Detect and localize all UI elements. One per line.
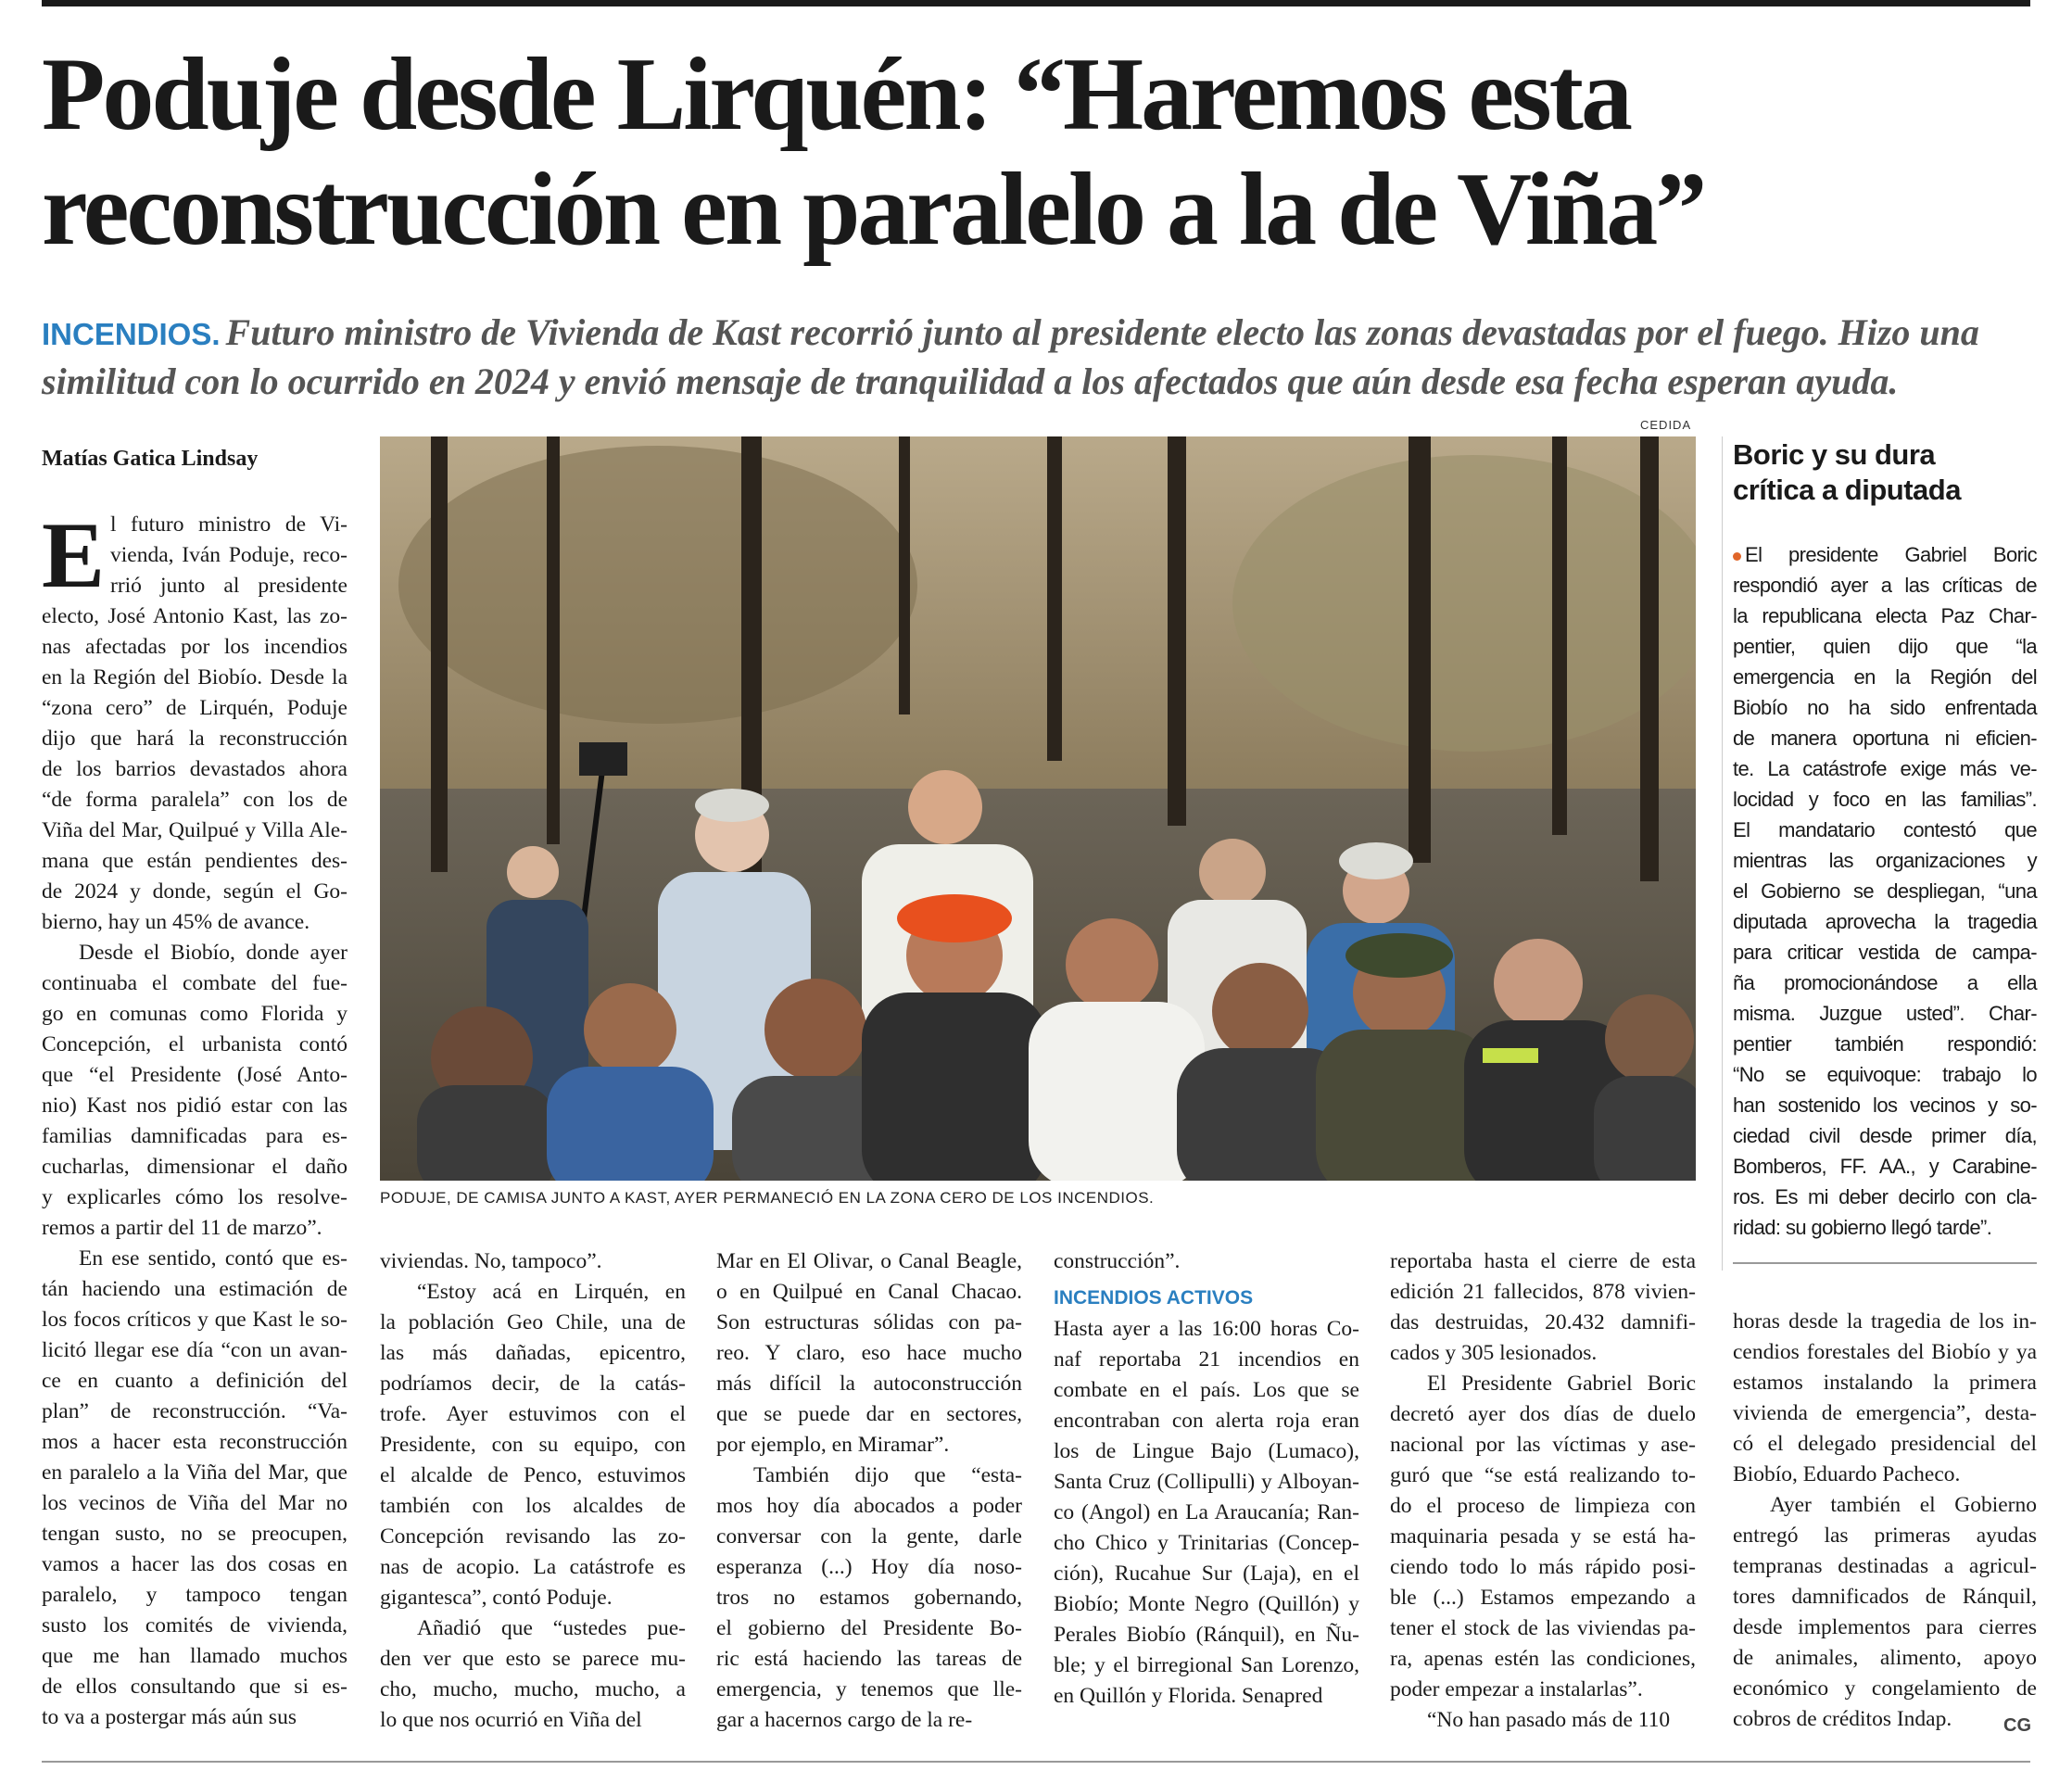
text-line: en paralelo a la Viña del Mar, que (42, 1461, 347, 1485)
text-line: tener el stock de las viviendas pa- (1390, 1616, 1696, 1640)
text-line: ra, apenas estén las condiciones, (1390, 1647, 1696, 1671)
text-line: en Quillón y Florida. Senapred (1054, 1684, 1323, 1708)
text-line: das destruidas, 20.432 damnifi- (1390, 1310, 1696, 1334)
sidebar-line: respondió ayer a las críticas de (1733, 574, 2037, 597)
text-line: cucharlas, dimensionar el daño (42, 1155, 347, 1179)
text-line: nas afectadas por los incendios (42, 635, 347, 659)
sidebar-title-line-2: crítica a diputada (1733, 474, 1961, 506)
text-line: go en comunas como Florida y (42, 1002, 347, 1026)
text-line: ción), Rucahue Sur (Laja), en el (1054, 1562, 1359, 1586)
text-line: que “el Presidente (José Anto- (42, 1063, 347, 1087)
text-line: susto los comités de vivienda, (42, 1613, 347, 1638)
text-line: “Estoy acá en Lirquén, en (417, 1280, 686, 1304)
text-line: podríamos decir, de la catás- (380, 1372, 686, 1396)
text-line: Mar en El Olivar, o Canal Beagle, (716, 1249, 1022, 1273)
text-line: encontraban con alerta roja eran (1054, 1409, 1359, 1433)
sidebar-line: locidad y foco en las familias”. (1733, 788, 2037, 811)
text-line: en la Región del Biobío. Desde la (42, 665, 347, 689)
sidebar-line: la republicana electa Paz Char- (1733, 604, 2037, 627)
text-line: vienda, Iván Poduje, reco- (110, 543, 347, 567)
article-column-4 (1054, 1246, 1359, 1712)
text-line: más difícil la autoconstrucción (716, 1372, 1022, 1396)
text-line: reportaba hasta el cierre de esta (1390, 1249, 1696, 1273)
text-line: maquinaria pesada y se está ha- (1390, 1524, 1696, 1549)
article-column-5 (1390, 1246, 1696, 1736)
text-line: Desde el Biobío, donde ayer (79, 941, 347, 965)
text-line: nas de acopio. La catástrofe es (380, 1555, 686, 1579)
text-line: “de forma paralela” con los de (42, 788, 347, 812)
text-line: los focos críticos y que Kast le so- (42, 1308, 347, 1332)
text-line: electo, José Antonio Kast, las zo- (42, 604, 347, 628)
text-line: ce en cuanto a definición del (42, 1369, 347, 1393)
text-line: cho Chico y Trinitarias (Concep- (1054, 1531, 1359, 1555)
text-line: viviendas. No, tampoco”. (380, 1249, 602, 1273)
text-line: “No han pasado más de 110 (1427, 1708, 1671, 1732)
text-line: Presidente, con su equipo, con (380, 1433, 686, 1457)
text-line: Santa Cruz (Collipulli) y Alboyan- (1054, 1470, 1359, 1494)
lead-line-2: similitud con lo ocurrido en 2024 y envió mensaje de tranquilidad a los afectados que aún desde esa fecha esperan ayuda. (42, 360, 1899, 402)
sidebar-line: te. La catástrofe exige más ve- (1733, 757, 2037, 780)
text-line: continuaba el combate del fue- (42, 971, 347, 995)
sidebar-line: El mandatario contestó que (1733, 818, 2037, 841)
text-line: horas desde la tragedia de los in- (1733, 1309, 2037, 1334)
text-line: l futuro ministro de Vi- (110, 512, 347, 537)
text-line: mana que están pendientes des- (42, 849, 347, 873)
sidebar-line: diputada aprovecha la tragedia (1733, 910, 2037, 933)
text-line: co (Angol) en La Araucanía; Ran- (1054, 1500, 1359, 1524)
text-line: El Presidente Gabriel Boric (1427, 1372, 1696, 1396)
text-line: combate en el país. Los que se (1054, 1378, 1359, 1402)
text-line: que me han llamado muchos (42, 1644, 347, 1668)
text-line: mos hoy día abocados a poder (716, 1494, 1022, 1518)
end-mark: CG (2003, 1715, 2031, 1736)
text-line: lo que nos ocurrió en Viña del (380, 1708, 642, 1732)
text-line: vamos a hacer las dos cosas en (42, 1552, 347, 1576)
text-line: cendios forestales del Biobío y ya (1733, 1340, 2037, 1364)
sidebar-body (1733, 539, 2037, 1243)
text-line: Biobío; Monte Negro (Quillón) y (1054, 1592, 1359, 1616)
sidebar-divider (1722, 436, 1723, 1271)
text-line: to va a postergar más aún sus (42, 1705, 297, 1729)
text-line: Añadió que “ustedes pue- (417, 1616, 686, 1640)
sidebar-line: emergencia en la Región del (1733, 665, 2037, 689)
lead-line-1: Futuro ministro de Vivienda de Kast recorrió junto al presidente electo las zonas devastadas por el fuego. Hizo una (225, 311, 1979, 353)
text-line: paralelo, y tampoco tengan (42, 1583, 347, 1607)
text-line: las más dañadas, epicentro, (380, 1341, 686, 1365)
text-line: Biobío, Eduardo Pacheco. (1733, 1462, 1961, 1486)
sidebar-line: misma. Juzgue usted”. Char- (1733, 1002, 2037, 1025)
text-line: por ejemplo, en Miramar”. (716, 1433, 950, 1457)
text-line: Perales Biobío (Ránquil), en Ñu- (1054, 1623, 1359, 1647)
text-line: tempranas destinadas a agricul- (1733, 1554, 2037, 1578)
sidebar-line (1733, 539, 2037, 570)
text-line: nacional por las víctimas y ase- (1390, 1433, 1696, 1457)
sidebar-line: de manera oportuna ni eficien- (1733, 727, 2037, 750)
text-line: “zona cero” de Lirquén, Poduje (42, 696, 347, 720)
article-column-2 (380, 1246, 686, 1736)
text-line: emergencia, y tenemos que lle- (716, 1677, 1022, 1701)
text-line: guró que “se está realizando to- (1390, 1463, 1696, 1487)
sidebar-line: mientras las organizaciones y (1733, 849, 2037, 872)
drop-cap: E (42, 503, 106, 608)
sidebar-line: ña promocionándose a ella (1733, 971, 2037, 994)
text-line: den ver que esto se parece mu- (380, 1647, 686, 1671)
text-line: gar a hacernos cargo de la re- (716, 1708, 973, 1732)
text-line: ble; y el birregional San Lorenzo, (1054, 1653, 1359, 1677)
text-line: decretó ayer dos días de duelo (1390, 1402, 1696, 1426)
text-line: de los barrios devastados ahora (42, 757, 347, 781)
text-line: rrió junto al presidente (110, 574, 347, 598)
text-line: Ayer también el Gobierno (1770, 1493, 2037, 1517)
sidebar-line: han sostenido los vecinos y so- (1733, 1094, 2037, 1117)
headline-line-2: reconstrucción en paralelo a la de Viña” (42, 152, 1705, 267)
text-line: económico y congelamiento de (1733, 1676, 2037, 1701)
text-line: de animales, alimento, apoyo (1733, 1646, 2037, 1670)
text-line: En ese sentido, contó que es- (79, 1246, 347, 1271)
article-column-6 (1733, 1307, 2037, 1735)
text-line: y explicarles cómo los resolve- (42, 1185, 347, 1209)
text-line: tros no estamos gobernando, (716, 1586, 1022, 1610)
text-line: tán haciendo una estimación de (42, 1277, 347, 1301)
text-line: licitó llegar ese día “con un avan- (42, 1338, 347, 1362)
text-line: esperanza (...) Hoy día noso- (716, 1555, 1022, 1579)
text-line: entregó las primeras ayudas (1733, 1524, 2037, 1548)
text-line: trofe. Ayer estuvimos con el (380, 1402, 686, 1426)
text-line: tores damnificados de Ránquil, (1733, 1585, 2037, 1609)
sidebar-line: pentier, quien dijo que “la (1733, 635, 2037, 658)
sidebar-line: para criticar vestida de campa- (1733, 941, 2037, 964)
text-line: conversar con la gente, darle (716, 1524, 1022, 1549)
bottom-rule (42, 1761, 2030, 1763)
text-line: tengan susto, no se preocupen, (42, 1522, 347, 1546)
text-line: vivienda de emergencia”, desta- (1733, 1401, 2037, 1425)
top-rule (42, 0, 2030, 6)
text-line: bierno, hay un 45% de avance. (42, 910, 310, 934)
text-line: Son estructuras sólidas con pa- (716, 1310, 1022, 1334)
text-line: do el proceso de limpieza con (1390, 1494, 1696, 1518)
text-line: o en Quilpué en Canal Chacao. (716, 1280, 1022, 1304)
text-line: cho, mucho, mucho, mucho, a (380, 1677, 686, 1701)
subhead: INCENDIOS ACTIVOS (1054, 1287, 1254, 1309)
news-photo (380, 436, 1696, 1181)
text-line: ble (...) Estamos empezando a (1390, 1586, 1696, 1610)
article-column-1 (42, 503, 347, 1733)
sidebar-title (1733, 437, 2039, 508)
text-line: ric está haciendo las tareas de (716, 1647, 1022, 1671)
sidebar-line: ciedad civil desde primer día, (1733, 1124, 2037, 1147)
article-column-3 (716, 1246, 1022, 1736)
text-line: los vecinos de Viña del Mar no (42, 1491, 347, 1515)
text-line: naf reportaba 21 incendios en (1054, 1347, 1359, 1372)
text-line: cobros de créditos Indap. (1733, 1707, 1952, 1731)
text-line: reo. Y claro, eso hace mucho (716, 1341, 1022, 1365)
text-line: que se puede dar en sectores, (716, 1402, 1022, 1426)
text-line: ciendo todo lo más rápido posi- (1390, 1555, 1696, 1579)
text-line: Concepción revisando las zo- (380, 1524, 686, 1549)
text-line: el alcalde de Penco, estuvimos (380, 1463, 686, 1487)
headline (42, 37, 2043, 267)
text-line: nio) Kast nos pidió estar con las (42, 1094, 347, 1118)
text-line: la población Geo Chile, una de (380, 1310, 686, 1334)
photo-illustration (380, 436, 1696, 1181)
lead-paragraph (42, 309, 2034, 405)
text-line: Hasta ayer a las 16:00 horas Co- (1054, 1317, 1359, 1341)
byline: Matías Gatica Lindsay (42, 447, 259, 471)
text-line: gigantesca”, contó Poduje. (380, 1586, 613, 1610)
text-line: dijo que hará la reconstrucción (42, 727, 347, 751)
sidebar-line: el Gobierno se despliegan, “una (1733, 879, 2037, 903)
photo-caption: PODUJE, DE CAMISA JUNTO A KAST, AYER PERMANECIÓ EN LA ZONA CERO DE LOS INCENDIOS. (380, 1189, 1155, 1207)
bullet-dot-icon (1733, 552, 1741, 561)
sidebar-line: pentier también respondió: (1733, 1032, 2037, 1056)
sidebar-title-line-1: Boric y su dura (1733, 438, 1936, 471)
sidebar-line: “No se equivoque: trabajo lo (1733, 1063, 2037, 1086)
text-line: los de Lingue Bajo (Lumaco), (1054, 1439, 1359, 1463)
text-line: también con los alcaldes de (380, 1494, 686, 1518)
text-line: construcción”. (1054, 1249, 1181, 1273)
text-line: cados y 305 lesionados. (1390, 1341, 1598, 1365)
text-line: remos a partir del 11 de marzo”. (42, 1216, 322, 1240)
sidebar-line: Bomberos, FF. AA., y Carabine- (1733, 1155, 2037, 1178)
text-line: Concepción, el urbanista contó (42, 1032, 347, 1056)
sidebar-bottom-rule (1733, 1262, 2037, 1264)
photo-credit: CEDIDA (1640, 418, 1692, 432)
text-line: el gobierno del Presidente Bo- (716, 1616, 1022, 1640)
sidebar-line: ridad: su gobierno llegó tarde”. (1733, 1216, 1992, 1239)
text-line: poder empezar a instalarlas”. (1390, 1677, 1643, 1701)
headline-line-1: Poduje desde Lirquén: “Haremos esta (42, 37, 1630, 152)
sidebar-line-text: El presidente Gabriel Boric (1745, 543, 2037, 566)
text-line: Viña del Mar, Quilpué y Villa Ale- (42, 818, 347, 842)
section-kicker: INCENDIOS. (42, 317, 221, 351)
text-line: có el delegado presidencial del (1733, 1432, 2037, 1456)
text-line: plan” de reconstrucción. “Va- (42, 1399, 347, 1423)
text-line: familias damnificadas para es- (42, 1124, 347, 1148)
text-line: También dijo que “esta- (753, 1463, 1022, 1487)
text-line: de 2024 y donde, según el Go- (42, 879, 347, 904)
text-line: mos a hacer esta reconstrucción (42, 1430, 347, 1454)
text-line: desde implementos para cierres (1733, 1615, 2037, 1639)
text-line: de ellos consultando que si es- (42, 1675, 347, 1699)
text-line: edición 21 fallecidos, 878 vivien- (1390, 1280, 1696, 1304)
text-line: estamos instalando la primera (1733, 1371, 2037, 1395)
sidebar-line: Biobío no ha sido enfrentada (1733, 696, 2037, 719)
sidebar-line: ros. Es mi deber decirlo con cla- (1733, 1185, 2037, 1208)
